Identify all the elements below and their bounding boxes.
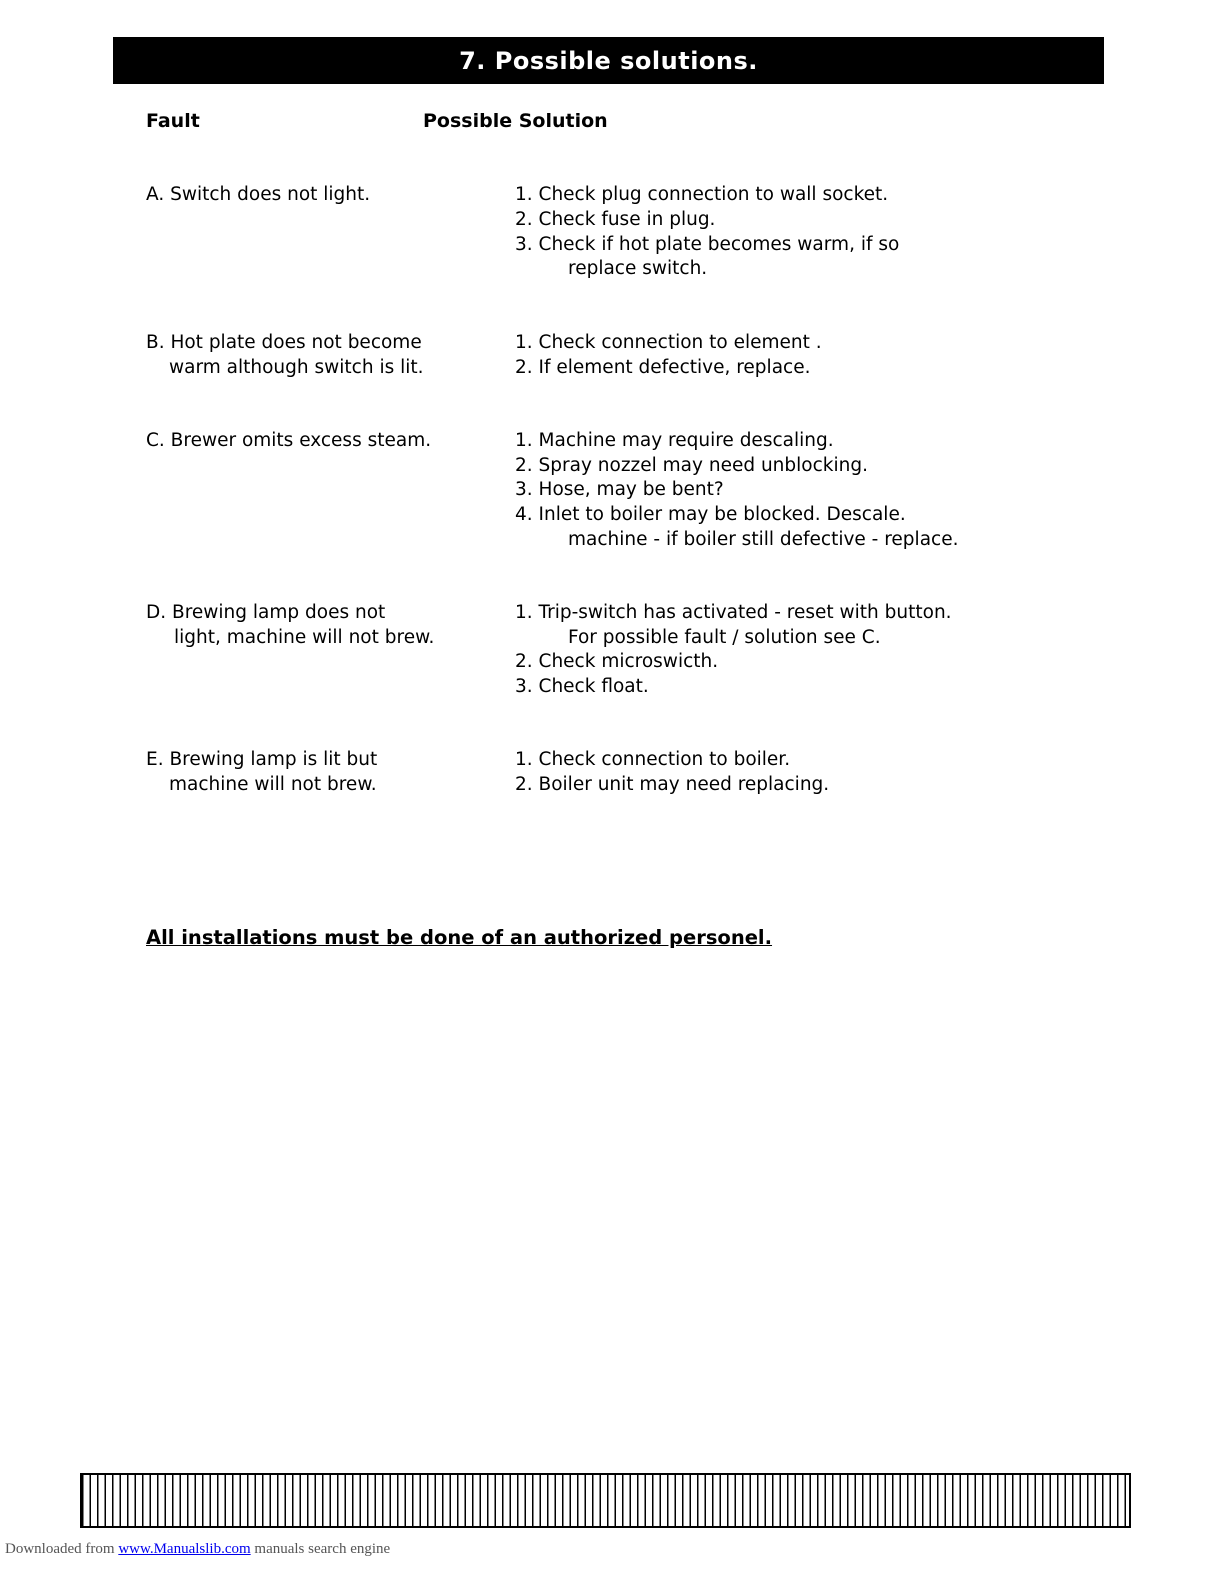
solution-a-1: 1. Check plug connection to wall socket. (515, 184, 889, 205)
fault-a: A. Switch does not light. (146, 184, 371, 205)
section-title-bar (113, 37, 1104, 84)
fault-c: C. Brewer omits excess steam. (146, 430, 432, 451)
solution-e-1: 1. Check connection to boiler. (515, 749, 791, 770)
solution-e-2: 2. Boiler unit may need replacing. (515, 774, 830, 795)
fault-b-cont: warm although switch is lit. (169, 357, 424, 378)
solution-a-3: 3. Check if hot plate becomes warm, if so (515, 234, 900, 255)
solution-a-2: 2. Check fuse in plug. (515, 209, 716, 230)
solution-d-3: 3. Check float. (515, 676, 649, 697)
fault-e-cont: machine will not brew. (169, 774, 377, 795)
solution-c-4-cont: machine - if boiler still defective - replace. (568, 529, 959, 550)
solution-c-3: 3. Hose, may be bent? (515, 479, 724, 500)
fault-b: B. Hot plate does not become (146, 332, 422, 353)
fault-d-cont: light, machine will not brew. (174, 627, 435, 648)
column-header-fault: Fault (146, 110, 200, 132)
fault-d: D. Brewing lamp does not (146, 602, 386, 623)
download-suffix: manuals search engine (254, 1541, 391, 1557)
download-prefix: Downloaded from (5, 1541, 115, 1557)
section-title: 7. Possible solutions. (459, 46, 758, 75)
solution-b-1: 1. Check connection to element . (515, 332, 822, 353)
solution-a-3-cont: replace switch. (568, 258, 708, 279)
solution-c-2: 2. Spray nozzel may need unblocking. (515, 455, 868, 476)
column-header-solution: Possible Solution (423, 110, 608, 132)
solution-d-1: 1. Trip-switch has activated - reset with button. (515, 602, 952, 623)
footer-barcode-strip (80, 1473, 1131, 1528)
solution-b-2: 2. If element defective, replace. (515, 357, 811, 378)
solution-d-2: 2. Check microswicth. (515, 651, 719, 672)
solution-d-1-cont: For possible fault / solution see C. (568, 627, 881, 648)
download-source-note (5, 1541, 390, 1558)
solution-c-4: 4. Inlet to boiler may be blocked. Descale. (515, 504, 906, 525)
solution-c-1: 1. Machine may require descaling. (515, 430, 834, 451)
fault-e: E. Brewing lamp is lit but (146, 749, 378, 770)
manualslib-link[interactable]: www.Manualslib.com (118, 1541, 251, 1557)
installation-notice: All installations must be done of an authorized personel. (146, 926, 773, 949)
